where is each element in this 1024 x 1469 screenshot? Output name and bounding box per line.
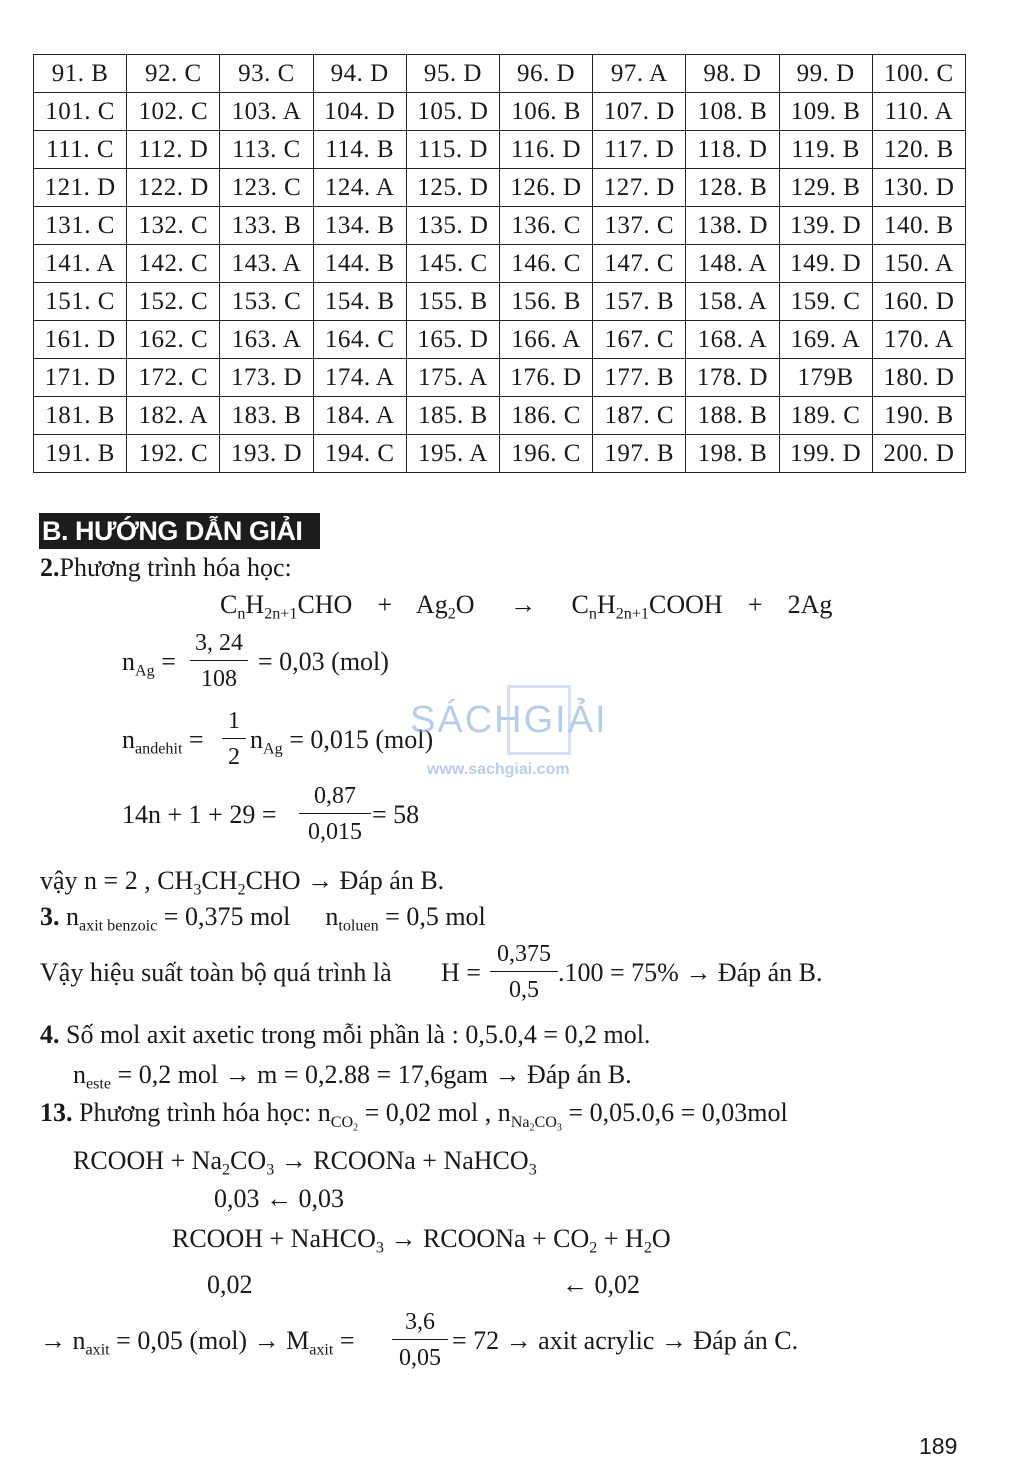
answer-cell: 106. B	[499, 93, 592, 131]
equals: =	[188, 725, 204, 754]
q13-final-fraction	[392, 1310, 448, 1370]
answer-cell: 97. A	[593, 55, 686, 93]
q3-h: H =	[441, 958, 481, 987]
eq-text: RCOOH + NaHCO	[172, 1224, 376, 1253]
q2-nandehit-label	[122, 725, 204, 758]
answer-cell: 129. B	[779, 169, 872, 207]
answer-cell: 193. D	[220, 435, 313, 473]
value: = 0,02 mol ,	[358, 1098, 492, 1127]
var: n	[122, 647, 135, 676]
answer-cell: 195. A	[406, 435, 499, 473]
var-sub: 2	[529, 1122, 535, 1134]
eq-text: RCOOH + Na	[73, 1146, 222, 1175]
answer-cell: 120. B	[872, 131, 965, 169]
answer-cell: 101. C	[34, 93, 127, 131]
answer-cell: 187. C	[593, 397, 686, 435]
var-sub: Na	[510, 1113, 530, 1131]
denominator: 108	[190, 660, 248, 691]
answer-cell: 176. D	[499, 359, 592, 397]
q4-line1	[40, 1020, 650, 1050]
q2-number: 2.	[40, 553, 60, 582]
text: → n	[40, 1326, 86, 1355]
answer-cell: 96. D	[499, 55, 592, 93]
text: = 0,05 (mol) → M	[109, 1326, 310, 1355]
q2-reaction-equation	[220, 590, 833, 623]
answer-cell: 199. D	[779, 435, 872, 473]
eq-text: → RCOONa + NaHCO	[274, 1146, 529, 1175]
answer-cell: 111. C	[34, 131, 127, 169]
answer-cell: 95. D	[406, 55, 499, 93]
eq-plus: +	[747, 590, 763, 619]
eq-text: + H	[597, 1224, 644, 1253]
eq-text: H	[596, 590, 616, 619]
answer-cell: 134. B	[313, 207, 406, 245]
answer-cell: 166. A	[499, 321, 592, 359]
q2-nandehit-result	[250, 725, 434, 758]
eq-text: Ag	[415, 590, 448, 619]
watermark	[410, 685, 620, 780]
answer-cell: 104. D	[313, 93, 406, 131]
var-sub: este	[86, 1075, 112, 1093]
answer-cell: 156. B	[499, 283, 592, 321]
answer-cell: 158. A	[686, 283, 779, 321]
q2-heading	[40, 553, 292, 583]
answer-cell: 109. B	[779, 93, 872, 131]
eq-text: → RCOONa + CO	[383, 1224, 590, 1253]
answer-cell: 127. D	[593, 169, 686, 207]
q4-number: 4.	[40, 1020, 60, 1049]
answer-cell: 92. C	[127, 55, 220, 93]
text: Số mol axit axetic trong mỗi phần là : 0,5.0,4 = 0,2 mol.	[66, 1020, 651, 1049]
answer-cell: 121. D	[34, 169, 127, 207]
answer-cell: 94. D	[313, 55, 406, 93]
answer-cell: 148. A	[686, 245, 779, 283]
answer-cell: 119. B	[779, 131, 872, 169]
answer-cell: 171. D	[34, 359, 127, 397]
denominator: 0,5	[490, 971, 558, 1002]
q2-mass-result: = 58	[372, 800, 420, 829]
var-sub: Ag	[263, 740, 283, 758]
answer-cell: 149. D	[779, 245, 872, 283]
answer-cell: 151. C	[34, 283, 127, 321]
answer-cell: 100. C	[872, 55, 965, 93]
var: n	[73, 1060, 86, 1089]
answer-cell: 170. A	[872, 321, 965, 359]
var-sub: CO	[534, 1113, 557, 1131]
q2-nag-label	[122, 647, 176, 680]
answer-cell: 131. C	[34, 207, 127, 245]
eq-text: CHO	[297, 590, 353, 619]
var-sub: 2	[353, 1122, 359, 1134]
answer-cell: 113. C	[220, 131, 313, 169]
answer-cell: 102. C	[127, 93, 220, 131]
eq-sub: 2n+1	[615, 605, 649, 623]
answer-cell: 145. C	[406, 245, 499, 283]
table-row	[34, 207, 966, 245]
answer-cell: 114. B	[313, 131, 406, 169]
q2-mass-left: 14n + 1 + 29 =	[122, 800, 277, 829]
eq-text: COOH	[648, 590, 723, 619]
answer-cell: 91. B	[34, 55, 127, 93]
answer-cell: 164. C	[313, 321, 406, 359]
answer-cell: 98. D	[686, 55, 779, 93]
eq-sub: 2	[447, 605, 456, 623]
q2-conclusion	[40, 866, 445, 899]
q3-result: .100 = 75% → Đáp án B.	[558, 958, 823, 987]
answer-cell: 185. B	[406, 397, 499, 435]
answer-cell: 190. B	[872, 397, 965, 435]
answer-table	[33, 54, 966, 473]
table-row	[34, 283, 966, 321]
answer-cell: 140. B	[872, 207, 965, 245]
answer-cell: 130. D	[872, 169, 965, 207]
table-row	[34, 397, 966, 435]
answer-cell: 175. A	[406, 359, 499, 397]
answer-cell: 197. B	[593, 435, 686, 473]
q13-number: 13.	[40, 1098, 73, 1127]
table-row	[34, 359, 966, 397]
eq-arrow: →	[510, 590, 537, 619]
answer-cell: 138. D	[686, 207, 779, 245]
answer-cell: 168. A	[686, 321, 779, 359]
var: n	[66, 902, 79, 931]
answer-cell: 198. B	[686, 435, 779, 473]
answer-cell: 181. B	[34, 397, 127, 435]
answer-cell: 173. D	[220, 359, 313, 397]
denominator: 0,015	[299, 813, 371, 844]
answer-cell: 182. A	[127, 397, 220, 435]
q13-line1	[40, 1098, 788, 1134]
q13-eq2-left-value: 0,02	[207, 1270, 253, 1299]
sub: axit	[309, 1341, 334, 1359]
answer-cell: 196. C	[499, 435, 592, 473]
q2-nandehit-fraction	[222, 709, 246, 769]
var-sub: CO	[330, 1113, 354, 1131]
value: = 0,375 mol	[157, 902, 291, 931]
answer-cell: 137. C	[593, 207, 686, 245]
watermark-url: www.sachgiai.com	[427, 761, 570, 778]
var: n	[122, 725, 135, 754]
table-row	[34, 321, 966, 359]
answer-cell: 118. D	[686, 131, 779, 169]
var-sub: Ag	[135, 662, 155, 680]
answer-cell: 169. A	[779, 321, 872, 359]
answer-cell: 143. A	[220, 245, 313, 283]
eq-sub: n	[588, 605, 597, 623]
answer-cell: 93. C	[220, 55, 313, 93]
answer-cell: 162. C	[127, 321, 220, 359]
text: = 0,2 mol → m = 0,2.88 = 17,6gam → Đáp án B.	[111, 1060, 632, 1089]
answer-cell: 188. B	[686, 397, 779, 435]
var: n	[497, 1098, 511, 1127]
eq-plus: +	[377, 590, 393, 619]
eq-sub: 3	[528, 1161, 537, 1179]
answer-cell: 136. C	[499, 207, 592, 245]
answer-cell: 178. D	[686, 359, 779, 397]
answer-cell: 133. B	[220, 207, 313, 245]
var-sub: 3	[556, 1122, 562, 1134]
answer-cell: 165. D	[406, 321, 499, 359]
var: n	[317, 1098, 331, 1127]
answer-cell: 189. C	[779, 397, 872, 435]
answer-cell: 161. D	[34, 321, 127, 359]
value: = 0,015 (mol)	[289, 725, 434, 754]
answer-cell: 105. D	[406, 93, 499, 131]
q3-line1	[40, 902, 486, 935]
equals: =	[161, 647, 176, 676]
answer-cell: 110. A	[872, 93, 965, 131]
answer-cell: 147. C	[593, 245, 686, 283]
eq-sub: 2	[643, 1239, 652, 1257]
eq-sub: 3	[266, 1161, 275, 1179]
q13-final-left	[40, 1326, 355, 1359]
q3-text: Vậy hiệu suất toàn bộ quá trình là	[40, 958, 392, 987]
denominator: 2	[222, 738, 246, 769]
q2-mass-fraction	[299, 784, 371, 844]
answer-cell: 191. B	[34, 435, 127, 473]
answer-cell: 179B	[779, 359, 872, 397]
table-row	[34, 131, 966, 169]
answer-cell: 146. C	[499, 245, 592, 283]
answer-cell: 122. D	[127, 169, 220, 207]
answer-cell: 186. C	[499, 397, 592, 435]
q2-nag-fraction	[190, 631, 248, 691]
eq-sub: 2	[222, 1161, 231, 1179]
q13-eq2	[172, 1224, 671, 1257]
eq-text: C	[220, 590, 238, 619]
eq-sub: 3	[375, 1239, 384, 1257]
answer-cell: 107. D	[593, 93, 686, 131]
answer-cell: 117. D	[593, 131, 686, 169]
q4-line2	[73, 1060, 632, 1093]
value: = 0,05.0,6 = 0,03mol	[561, 1098, 788, 1127]
q13-eq1-values: 0,03 ← 0,03	[214, 1184, 344, 1213]
var: n	[325, 902, 339, 931]
answer-cell: 160. D	[872, 283, 965, 321]
answer-cell: 139. D	[779, 207, 872, 245]
eq-text: O	[651, 1224, 671, 1253]
eq-sub: 2n+1	[264, 605, 298, 623]
q13-eq1	[73, 1146, 537, 1179]
answer-cell: 132. C	[127, 207, 220, 245]
eq-text: O	[455, 590, 475, 619]
eq-sub: n	[237, 605, 246, 623]
q3-number: 3.	[40, 902, 60, 931]
numerator: 3, 24	[195, 630, 243, 656]
value: = 0,5 mol	[378, 902, 486, 931]
section-title: B. HƯỚNG DẪN GIẢI	[39, 513, 320, 549]
var-sub: toluen	[338, 917, 379, 935]
numerator: 0,87	[314, 783, 356, 809]
answer-cell: 177. B	[593, 359, 686, 397]
answer-cell: 150. A	[872, 245, 965, 283]
text: Phương trình hóa học:	[79, 1098, 312, 1127]
table-row	[34, 435, 966, 473]
eq-text: 2Ag	[787, 590, 833, 619]
answer-cell: 141. A	[34, 245, 127, 283]
watermark-logo: SÁCHGIẢI	[410, 699, 608, 741]
answer-cell: 123. C	[220, 169, 313, 207]
answer-cell: 154. B	[313, 283, 406, 321]
answer-cell: 116. D	[499, 131, 592, 169]
answer-cell: 180. D	[872, 359, 965, 397]
answer-cell: 144. B	[313, 245, 406, 283]
answer-cell: 174. A	[313, 359, 406, 397]
answer-cell: 126. D	[499, 169, 592, 207]
text: vậy n = 2 , CH	[40, 866, 194, 895]
answer-cell: 108. B	[686, 93, 779, 131]
page-number: 189	[919, 1433, 958, 1459]
numerator: 3,6	[405, 1309, 435, 1335]
q2-heading-text: Phương trình hóa học:	[59, 553, 292, 582]
answer-cell: 125. D	[406, 169, 499, 207]
text: =	[333, 1326, 355, 1355]
answer-cell: 153. C	[220, 283, 313, 321]
answer-cell: 200. D	[872, 435, 965, 473]
answer-cell: 194. C	[313, 435, 406, 473]
answer-cell: 172. C	[127, 359, 220, 397]
text: CHO → Đáp án B.	[245, 866, 445, 895]
table-row	[34, 55, 966, 93]
answer-cell: 115. D	[406, 131, 499, 169]
answer-cell: 103. A	[220, 93, 313, 131]
answer-cell: 135. D	[406, 207, 499, 245]
q13-eq2-right-value: ← 0,02	[562, 1270, 640, 1299]
q13-final-result: = 72 → axit acrylic → Đáp án C.	[452, 1326, 799, 1355]
numerator: 0,375	[497, 941, 551, 967]
answer-cell: 152. C	[127, 283, 220, 321]
answer-cell: 142. C	[127, 245, 220, 283]
table-row	[34, 93, 966, 131]
answer-cell: 159. C	[779, 283, 872, 321]
answer-cell: 112. D	[127, 131, 220, 169]
text: CH	[201, 866, 238, 895]
table-row	[34, 169, 966, 207]
answer-cell: 155. B	[406, 283, 499, 321]
var-sub: andehit	[135, 740, 183, 758]
var-sub: axit benzoic	[79, 917, 158, 935]
q3-fraction	[490, 942, 558, 1002]
denominator: 0,05	[392, 1339, 448, 1370]
sub: 2	[237, 881, 246, 899]
answer-cell: 99. D	[779, 55, 872, 93]
sub: axit	[85, 1341, 110, 1359]
eq-text: C	[571, 590, 589, 619]
numerator: 1	[228, 708, 240, 734]
answer-cell: 157. B	[593, 283, 686, 321]
q2-nag-result: = 0,03 (mol)	[258, 647, 389, 676]
var: n	[250, 725, 263, 754]
answer-cell: 124. A	[313, 169, 406, 207]
sub: 3	[193, 881, 202, 899]
eq-text: CO	[230, 1146, 267, 1175]
answer-cell: 184. A	[313, 397, 406, 435]
table-row	[34, 245, 966, 283]
eq-text: H	[245, 590, 265, 619]
answer-cell: 128. B	[686, 169, 779, 207]
answer-cell: 192. C	[127, 435, 220, 473]
answer-cell: 183. B	[220, 397, 313, 435]
eq-sub: 2	[589, 1239, 598, 1257]
answer-cell: 163. A	[220, 321, 313, 359]
answer-cell: 167. C	[593, 321, 686, 359]
